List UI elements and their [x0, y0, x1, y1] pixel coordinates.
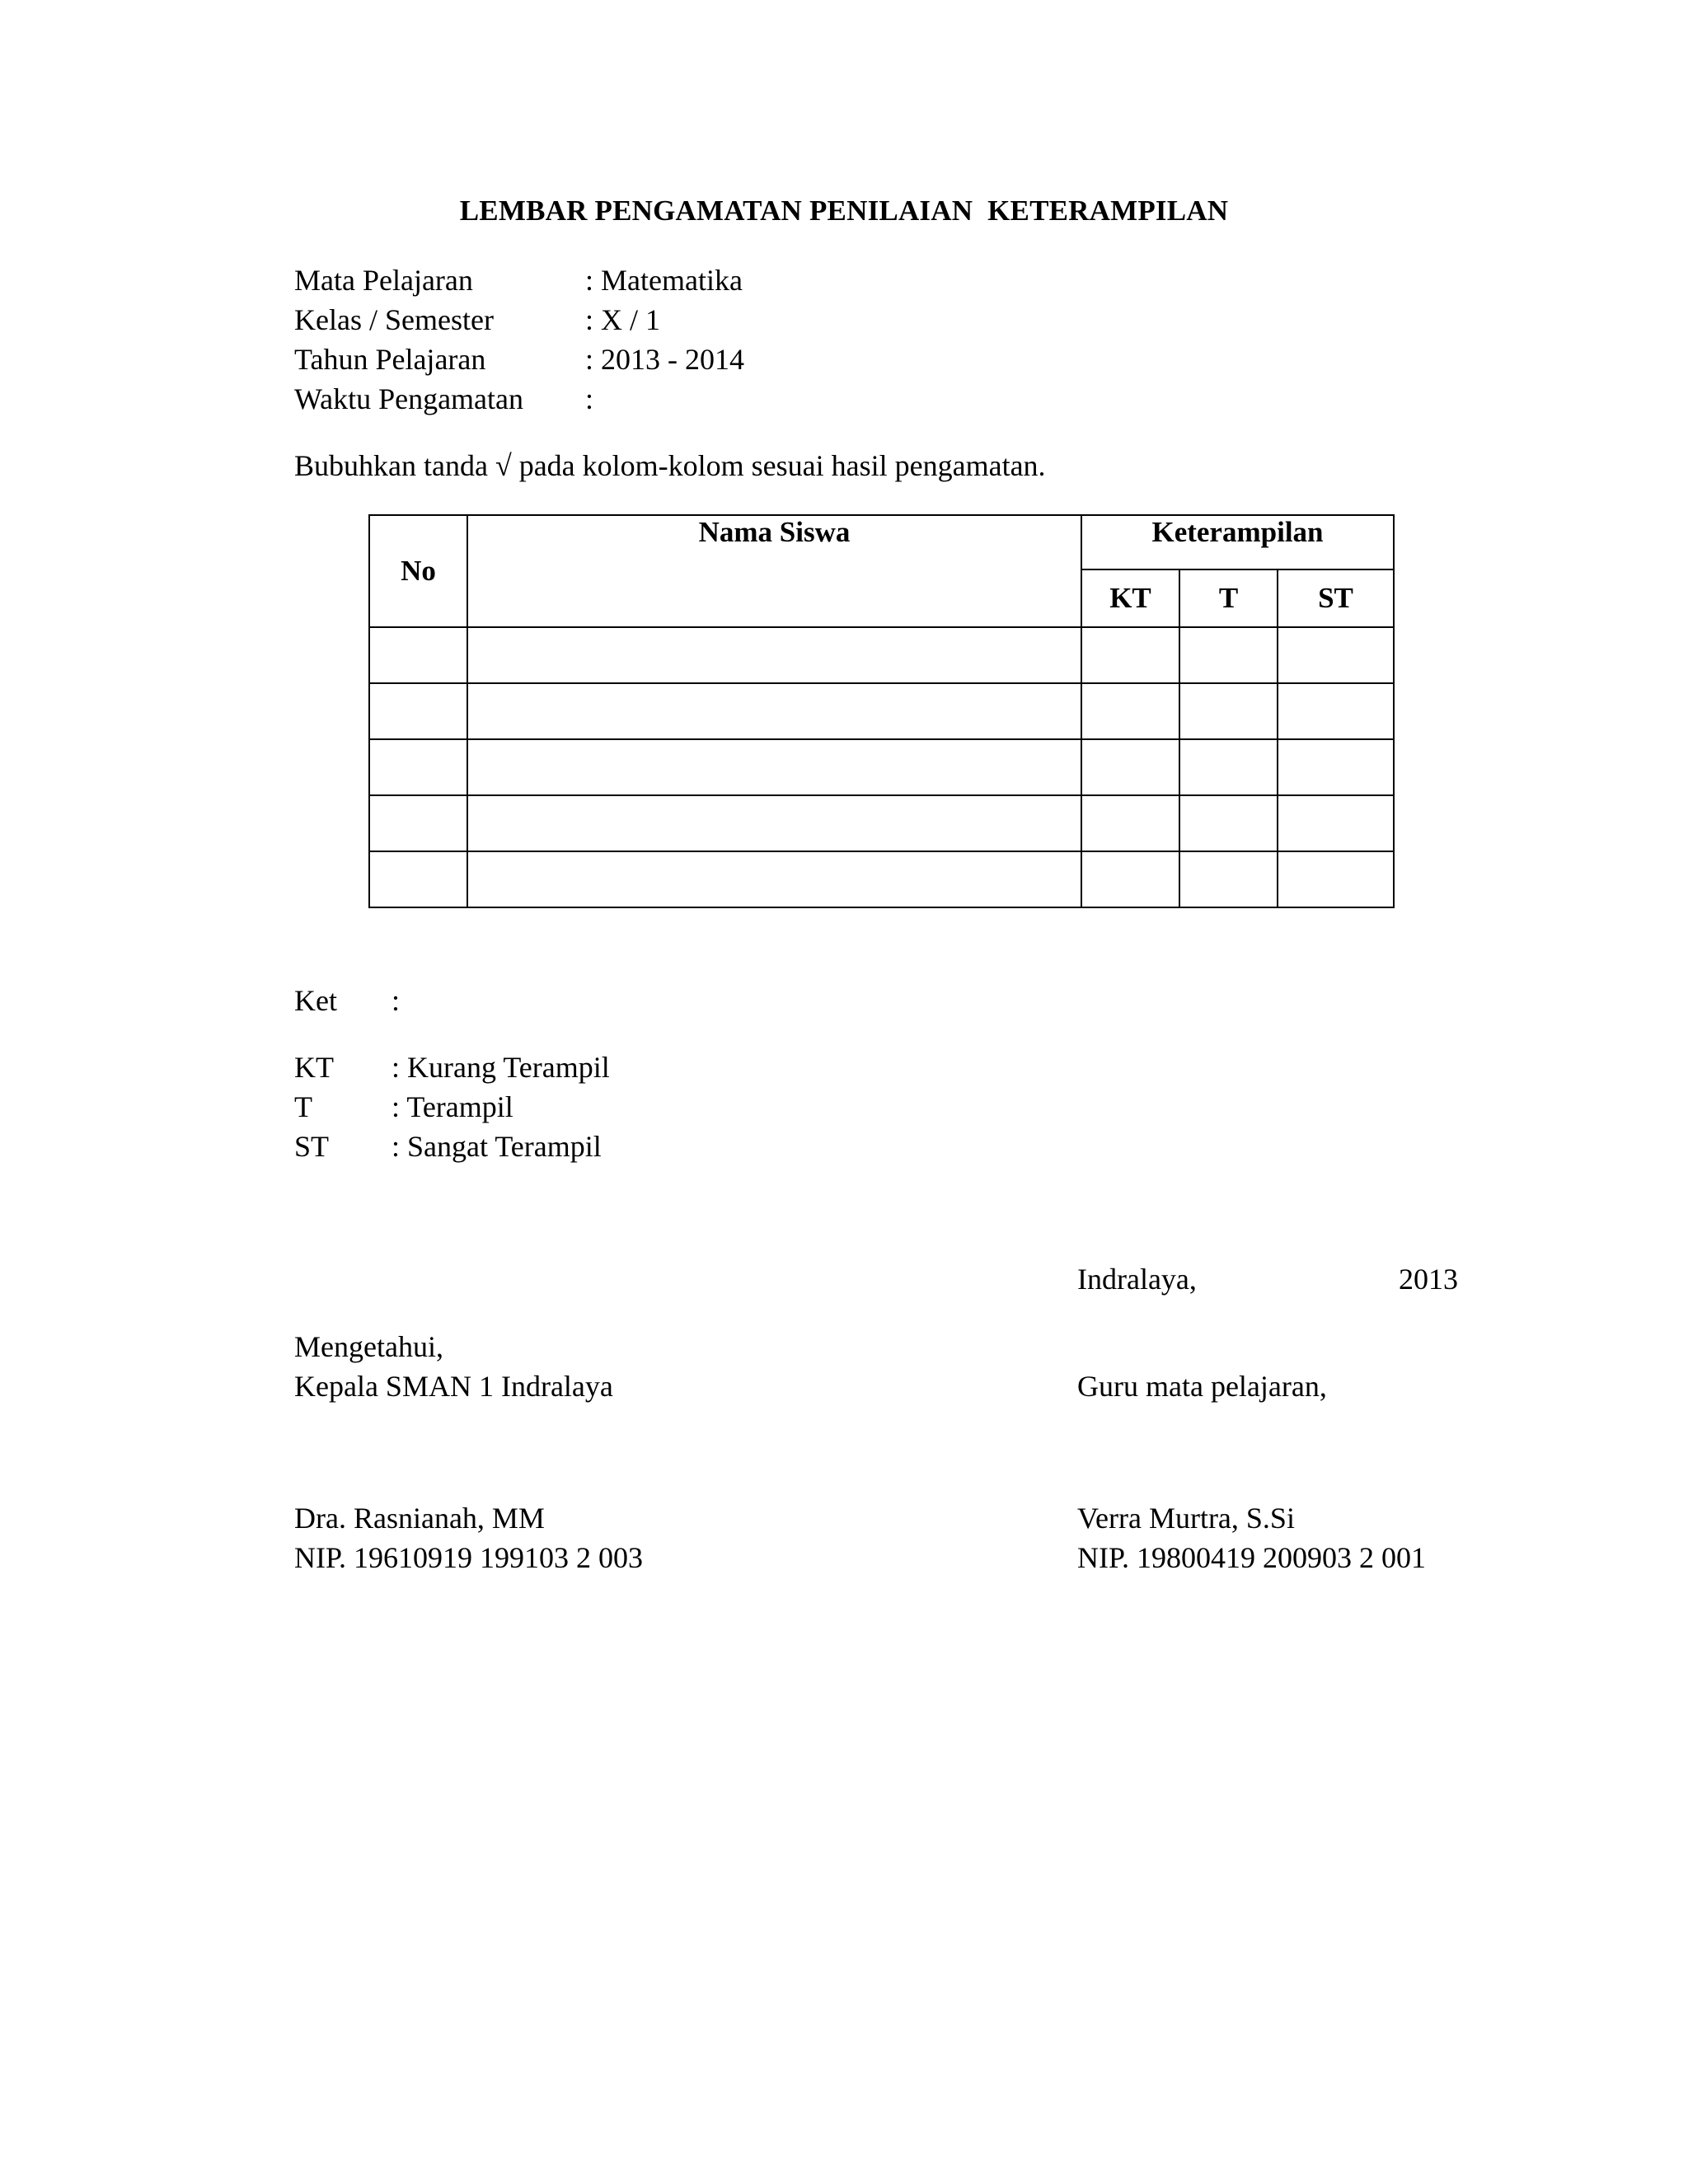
cell-name[interactable] — [467, 627, 1081, 683]
header-kt: KT — [1081, 569, 1179, 627]
acknowledged-label: Mengetahui, — [294, 1330, 443, 1363]
header-t: T — [1179, 569, 1278, 627]
cell-t[interactable] — [1179, 795, 1278, 851]
cell-no[interactable] — [369, 795, 467, 851]
cell-st[interactable] — [1278, 683, 1394, 739]
cell-t[interactable] — [1179, 627, 1278, 683]
principal-name: Dra. Rasnianah, MM — [294, 1502, 545, 1535]
table-row — [369, 739, 1394, 795]
cell-no[interactable] — [369, 627, 467, 683]
cell-kt[interactable] — [1081, 683, 1179, 739]
teacher-title: Guru mata pelajaran, — [1077, 1370, 1327, 1403]
cell-t[interactable] — [1179, 683, 1278, 739]
principal-title: Kepala SMAN 1 Indralaya — [294, 1370, 613, 1403]
cell-name[interactable] — [467, 851, 1081, 907]
legend-value-kt: : Kurang Terampil — [392, 1051, 610, 1084]
cell-kt[interactable] — [1081, 795, 1179, 851]
meta-label-class: Kelas / Semester — [294, 303, 494, 336]
ket-colon: : — [392, 984, 401, 1017]
cell-no[interactable] — [369, 683, 467, 739]
cell-name[interactable] — [467, 739, 1081, 795]
cell-no[interactable] — [369, 851, 467, 907]
meta-label-time: Waktu Pengamatan — [294, 382, 524, 415]
header-no: No — [369, 515, 467, 627]
meta-value-subject: : Matematika — [585, 264, 743, 297]
principal-nip: NIP. 19610919 199103 2 003 — [294, 1541, 644, 1574]
cell-st[interactable] — [1278, 851, 1394, 907]
header-st: ST — [1278, 569, 1394, 627]
cell-name[interactable] — [467, 795, 1081, 851]
table-row — [369, 627, 1394, 683]
cell-t[interactable] — [1179, 851, 1278, 907]
cell-kt[interactable] — [1081, 851, 1179, 907]
cell-kt[interactable] — [1081, 739, 1179, 795]
cell-st[interactable] — [1278, 739, 1394, 795]
legend-key-st: ST — [294, 1130, 330, 1163]
signature-place: Indralaya, — [1077, 1263, 1197, 1296]
table-row — [369, 683, 1394, 739]
table-row — [369, 851, 1394, 907]
meta-value-time: : — [585, 382, 594, 415]
cell-st[interactable] — [1278, 627, 1394, 683]
ket-label: Ket — [294, 984, 337, 1017]
legend-value-t: : Terampil — [392, 1090, 513, 1123]
teacher-nip: NIP. 19800419 200903 2 001 — [1077, 1541, 1427, 1574]
instruction-text: Bubuhkan tanda √ pada kolom-kolom sesuai hasil pengamatan. — [294, 449, 1046, 482]
teacher-name: Verra Murtra, S.Si — [1077, 1502, 1295, 1535]
table-row — [369, 795, 1394, 851]
meta-value-class: : X / 1 — [585, 303, 661, 336]
meta-label-year: Tahun Pelajaran — [294, 343, 486, 376]
cell-kt[interactable] — [1081, 627, 1179, 683]
cell-st[interactable] — [1278, 795, 1394, 851]
cell-no[interactable] — [369, 739, 467, 795]
header-student-name: Nama Siswa — [467, 515, 1081, 627]
meta-label-subject: Mata Pelajaran — [294, 264, 473, 297]
legend-key-kt: KT — [294, 1051, 334, 1084]
legend-key-t: T — [294, 1090, 312, 1123]
signature-year: 2013 — [1399, 1263, 1458, 1296]
cell-t[interactable] — [1179, 739, 1278, 795]
cell-name[interactable] — [467, 683, 1081, 739]
legend-value-st: : Sangat Terampil — [392, 1130, 602, 1163]
document-title: LEMBAR PENGAMATAN PENILAIAN KETERAMPILAN — [459, 194, 1229, 227]
observation-table — [368, 514, 1395, 908]
header-skills-group: Keterampilan — [1081, 515, 1394, 569]
meta-value-year: : 2013 - 2014 — [585, 343, 744, 376]
